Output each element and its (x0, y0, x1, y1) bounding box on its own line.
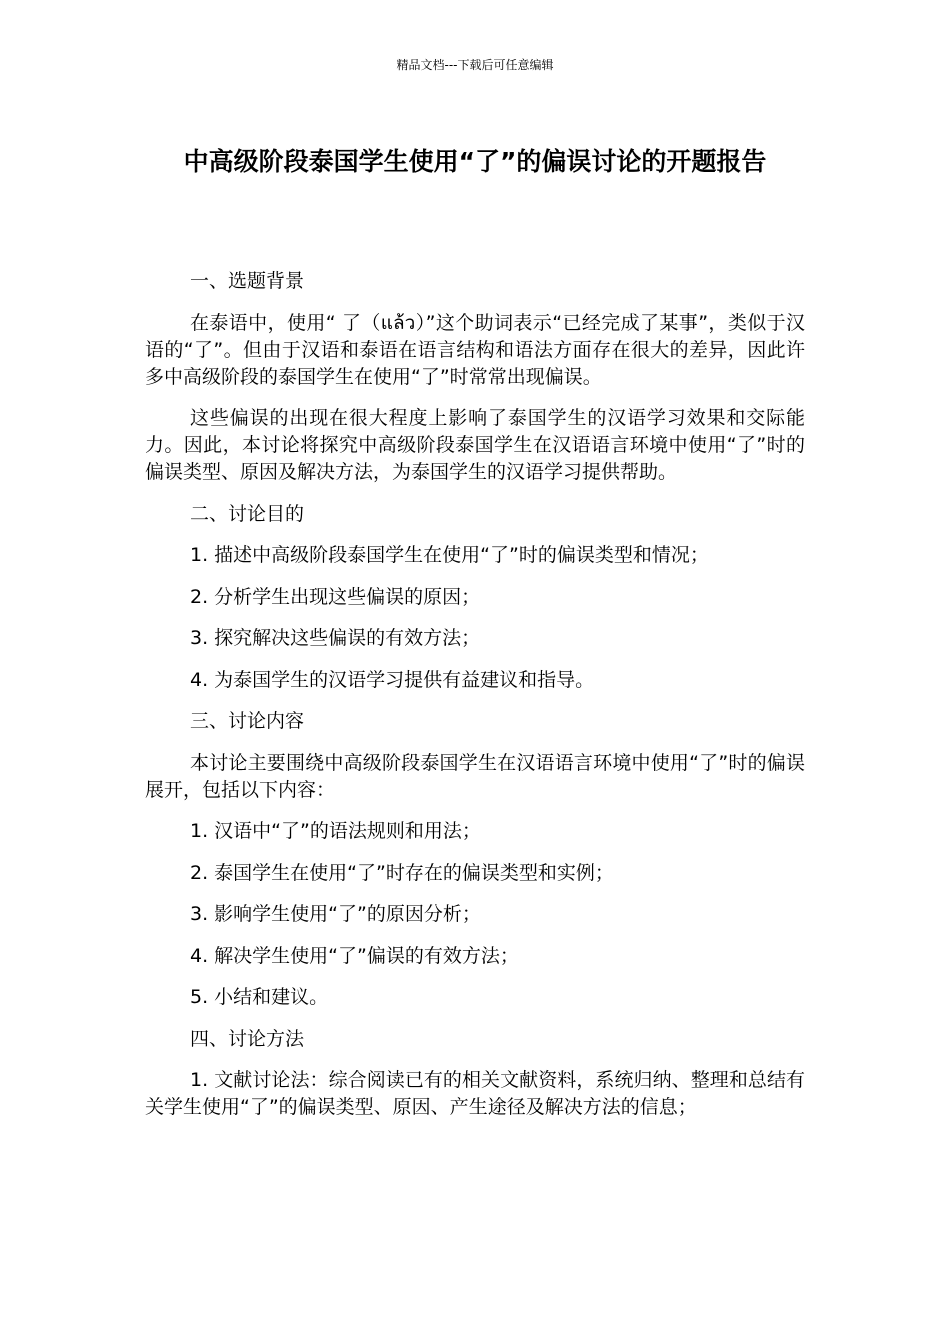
document-title: 中高级阶段泰国学生使用“了”的偏误讨论的开题报告 (183, 147, 767, 176)
paragraph-method-1: 1. 文献讨论法：综合阅读已有的相关文献资料，系统归纳、整理和总结有关学生使用“了”的偏误类型、原因、产生途径及解决方法的信息； (145, 1069, 805, 1118)
paragraph-content-intro: 本讨论主要围绕中高级阶段泰国学生在汉语语言环境中使用“了”时的偏误展开，包括以下内容： (145, 751, 805, 801)
section-heading-content: 三、讨论内容 (190, 710, 305, 732)
section-heading-method: 四、讨论方法 (190, 1027, 305, 1050)
header-note: 精品文档---下载后可任意编辑 (396, 58, 554, 72)
section-heading-purpose: 二、讨论目的 (190, 502, 305, 525)
paragraph-background-2: 这些偏误的出现在很大程度上影响了泰国学生的汉语学习效果和交际能力。因此，本讨论将探究中高级阶段泰国学生在汉语语言环境中使用“了”时的偏误类型、原因及解决方法，为泰国学生的汉语学习提供帮助。 (145, 407, 805, 483)
list-item: 2. 分析学生出现这些偏误的原因； (190, 585, 481, 608)
section-heading-background: 一、选题背景 (190, 270, 305, 292)
list-item: 5. 小结和建议。 (190, 986, 329, 1008)
list-item: 4. 为泰国学生的汉语学习提供有益建议和指导。 (190, 668, 595, 691)
list-item: 2. 泰国学生在使用“了”时存在的偏误类型和实例； (190, 861, 614, 884)
paragraph-background-1: 在泰语中，使用“ 了（แล้ว）”这个助词表示“已经完成了某事”，类似于汉语的“了”。但由于汉语和泰语在语言结构和语法方面存在很大的差异，因此许多中高级阶段的泰国学生在使用“了”时常常出现偏误。 (145, 311, 805, 388)
list-item: 1. 描述中高级阶段泰国学生在使用“了”时的偏误类型和情况； (190, 544, 709, 566)
list-item: 3. 探究解决这些偏误的有效方法； (190, 627, 481, 649)
list-item: 3. 影响学生使用“了”的原因分析； (190, 903, 481, 925)
list-item: 4. 解决学生使用“了”偏误的有效方法； (190, 944, 519, 967)
document-body (145, 268, 805, 1136)
list-item: 1. 汉语中“了”的语法规则和用法； (190, 820, 481, 842)
